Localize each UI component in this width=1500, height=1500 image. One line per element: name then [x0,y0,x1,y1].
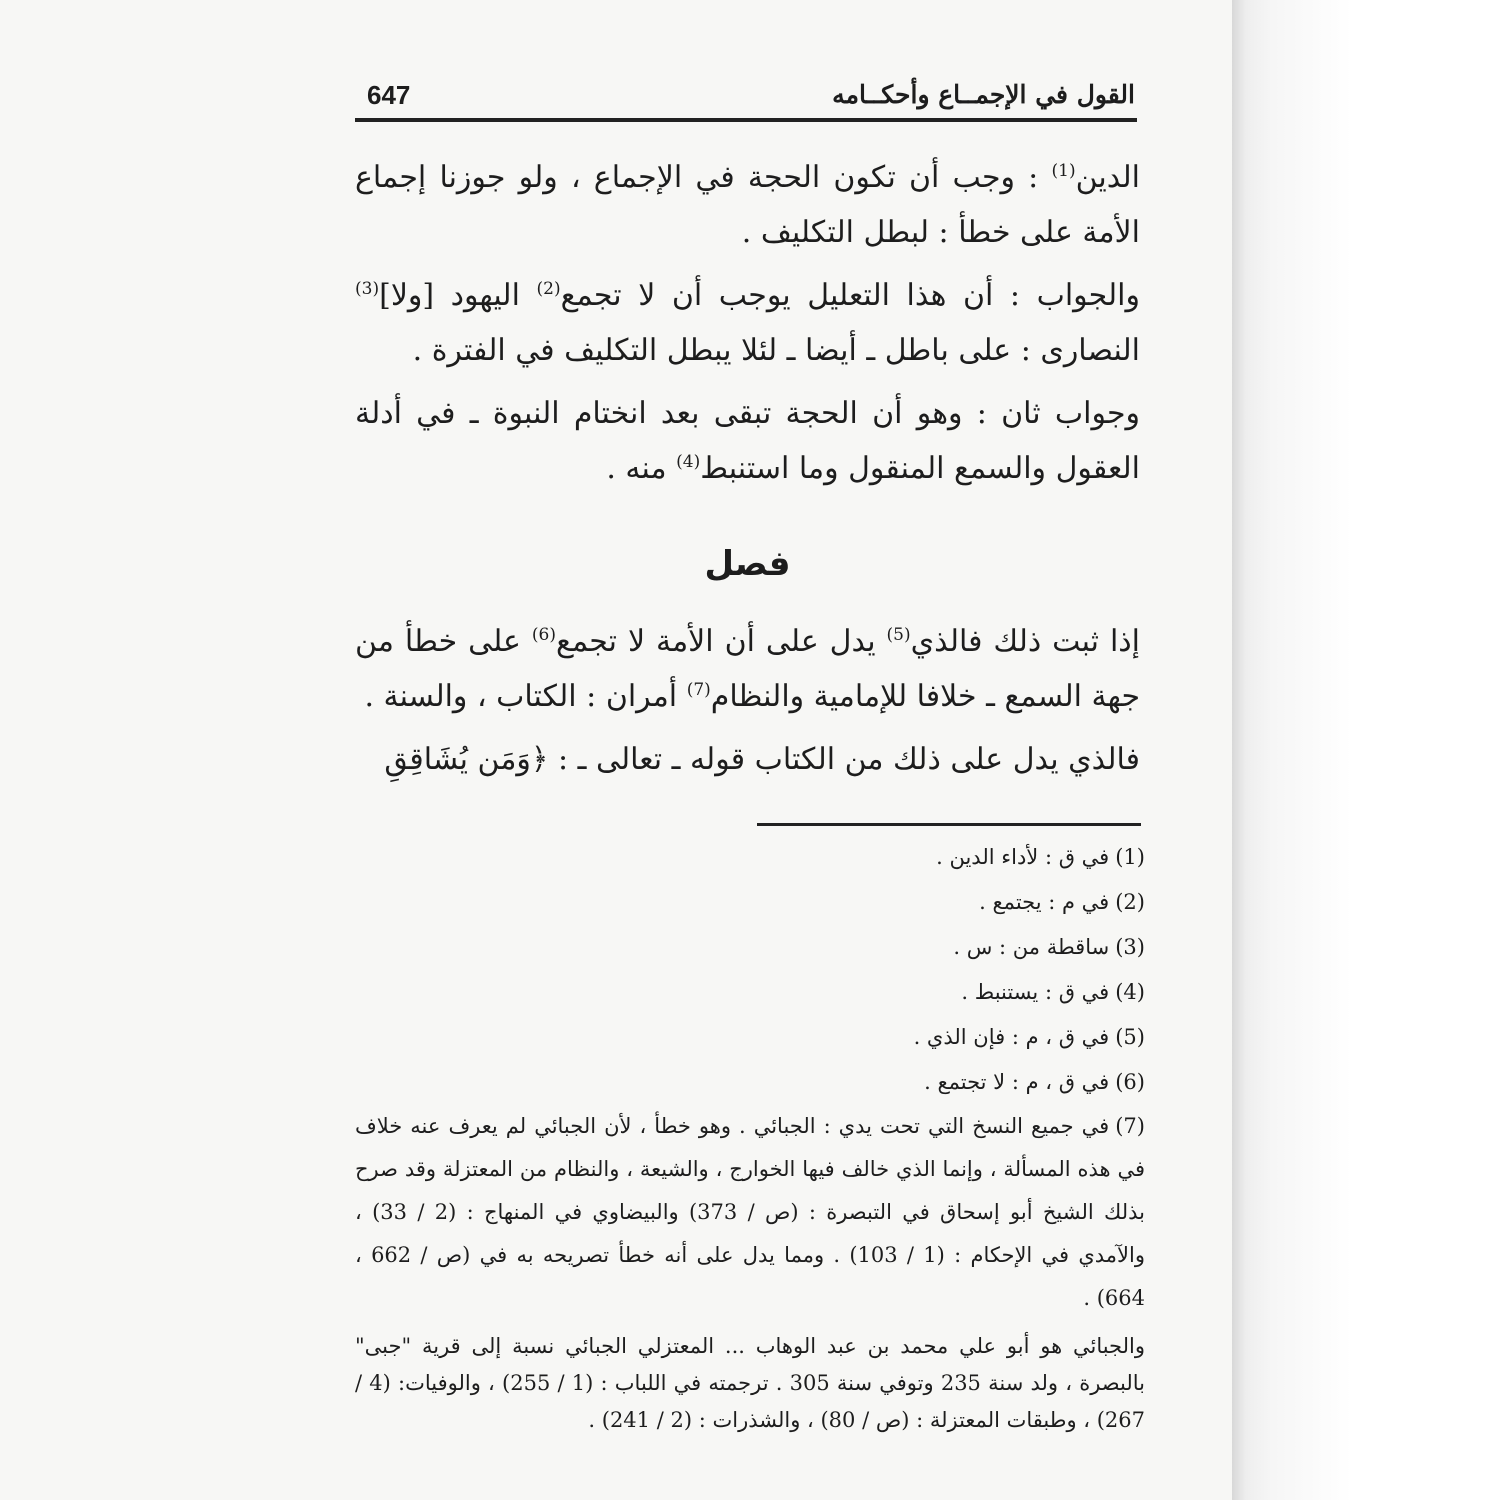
footnote-ref-2: (2) [536,279,561,299]
text-run: أمران : الكتاب ، والسنة . [364,679,687,714]
footnote-ref-5: (5) [886,625,911,645]
footnote-number: (6) [1115,1070,1145,1094]
footnote-text: ساقطة من : س . [953,935,1110,959]
footnote-ref-7: (7) [686,680,711,700]
footnote-5 [355,1015,1145,1060]
main-text [355,150,1140,795]
text-run: وجواب ثان : وهو أن الحجة تبقى بعد انختام النبوة ـ في أدلة العقول والسمع المنقول وما استنبط [355,396,1140,486]
footnote-number: (1) [1115,845,1145,869]
footnote-text: في ق : يستنبط . [961,980,1110,1004]
page-number: 647 [367,80,411,110]
footnote-number: (3) [1115,935,1145,959]
paragraph-4 [355,614,1140,724]
footnote-text: في ق ، م : فإن الذي . [913,1025,1110,1049]
footnote-ref-1: (1) [1051,161,1076,181]
footnote-3 [355,925,1145,970]
footnote-6 [355,1060,1145,1105]
footnote-ref-3: (3) [355,279,380,299]
paragraph-2 [355,268,1140,378]
section-heading: فصل [704,544,791,584]
text-run: اليهود [ولا] [379,278,537,313]
book-spine-shadow [1232,0,1500,1500]
text-run: النصارى : على باطل ـ أيضا ـ لئلا يبطل التكليف في الفترة . [412,333,1140,368]
footnotes [355,835,1145,1439]
text-run: : وجب أن تكون الحجة في الإجماع ، ولو جوزنا إجماع الأمة على خطأ : لبطل التكليف . [355,160,1140,250]
footnote-4 [355,970,1145,1015]
footnote-number: (2) [1115,890,1145,914]
footnote-2 [355,880,1145,925]
footnote-number: (7) [1115,1114,1145,1138]
footnote-1 [355,835,1145,880]
text-run: على خطأ من جهة السمع ـ خلافا للإمامية والنظام [355,624,1140,714]
footnote-text: في ق : لأداء الدين . [936,845,1110,869]
text-run: إذا ثبت ذلك فالذي [910,624,1140,659]
footnote-text: في م : يجتمع . [979,890,1110,914]
footnote-ref-4: (4) [676,452,701,472]
paragraph-1 [355,150,1140,260]
footnote-7 [355,1105,1145,1320]
paragraph-3 [355,386,1140,496]
footnote-number: (4) [1115,980,1145,1004]
running-title: القول في الإجمــاع وأحكــامه [832,80,1135,109]
footnote-rule [757,823,1141,826]
running-header [355,78,1135,118]
footnote-7-continuation: والجبائي هو أبو علي محمد بن عبد الوهاب ... المعتزلي الجبائي نسبة إلى قرية "جبى" بالبصرة ، ولد سنة 235 وتوفي سنة 305 . ترجمته في اللباب : (1 / 255) ، والوفيات: (4 / 267) ، وطبقات المعتزلة : (ص / 80) ، والشذرات : (2 / 241) . [355,1334,1145,1432]
text-run: الدين [1075,160,1140,195]
paragraph-5: فالذي يدل على ذلك من الكتاب قوله ـ تعالى ـ : ﴿وَمَن يُشَاقِقِ [384,742,1140,777]
text-run: منه . [606,451,677,486]
footnote-number: (5) [1115,1025,1145,1049]
footnote-text: في جميع النسخ التي تحت يدي : الجبائي . وهو خطأ ، لأن الجبائي لم يعرف عنه خلاف في هذه المسألة ، وإنما الذي خالف فيها الخوارج ، والشيعة ، والنظام من المعتزلة وقد صرح بذلك الشيخ أبو إسحاق في التبصرة : (ص / 373) والبيضاوي في المنهاج : (2 / 33) ، والآمدي في الإحكام : (1 / 103) . ومما يدل على أنه خطأ تصريحه به في (ص / 662 ، 664) . [355,1114,1146,1310]
text-run: يدل على أن الأمة لا تجمع [556,624,887,659]
text-run: والجواب : أن هذا التعليل يوجب أن لا تجمع [560,278,1141,313]
footnote-ref-6: (6) [531,625,556,645]
header-rule [355,118,1137,122]
footnote-text: في ق ، م : لا تجتمع . [924,1070,1110,1094]
